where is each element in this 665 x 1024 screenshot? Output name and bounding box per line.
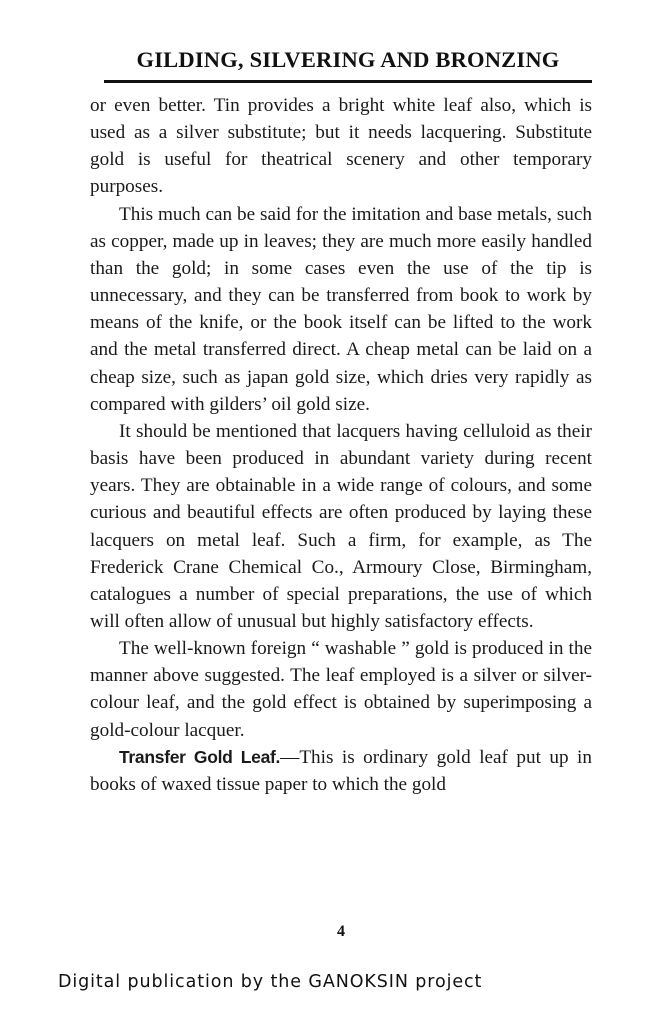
running-header: GILDING, SILVERING AND BRONZING	[136, 47, 560, 72]
section-runin-heading: Transfer Gold Leaf.	[119, 746, 281, 767]
publication-credit: Digital publication by the GANOKSIN project	[58, 972, 483, 992]
paragraph-transfer-text: —This is ordinary gold leaf put up in books of waxed tissue paper to which the gold	[90, 746, 592, 795]
header-rule	[104, 80, 592, 83]
paragraph-celluloid-lacquers: It should be mentioned that lacquers having celluloid as their basis have been produced in abundant variety during recent years. They are obtainable in a wide range of colours, and some curious and beautiful effects are often produced by laying these lacquers on metal leaf. Such a firm, for example, as The Frederick Crane Chemical Co., Armoury Close, Birmingham, catalogues a number of special preparations, the use of which will often allow of unusual but highly satisfactory effects.	[90, 420, 592, 632]
paragraph-transfer-gold-leaf	[90, 744, 592, 798]
paragraph-imitation-metals: This much can be said for the imitation and base metals, such as copper, made up in leaves; they are much more easily handled than the gold; in some cases even the use of the tip is unnecessary, and they can be transferred from book to work by means of the knife, or the book itself can be lifted to the work and the metal transferred direct. A cheap metal can be laid on a cheap size, such as japan gold size, which dries very rapidly as compared with gilders’ oil gold size.	[90, 203, 592, 415]
body-text	[90, 92, 592, 798]
paragraph-continued: or even better. Tin provides a bright white leaf also, which is used as a silver substitute; but it needs lacquering. Substitute gold is useful for theatrical scenery and other temporary purposes.	[90, 95, 592, 198]
paragraph-washable-gold: The well-known foreign “ washable ” gold is produced in the manner above suggested. The leaf employed is a silver or silver-colour leaf, and the gold effect is obtained by superimposing a gold-colour lacquer.	[90, 638, 592, 741]
page-number: 4	[337, 923, 345, 940]
